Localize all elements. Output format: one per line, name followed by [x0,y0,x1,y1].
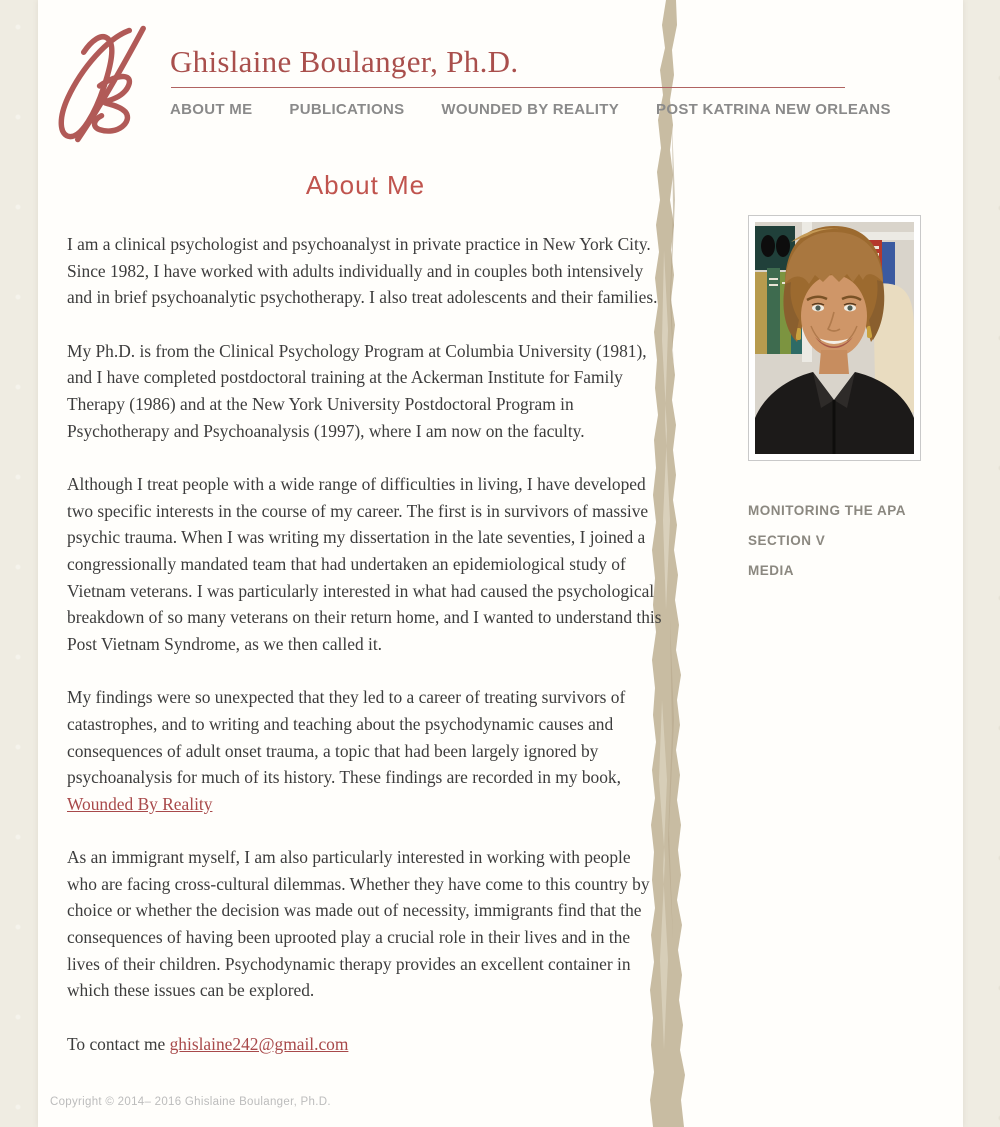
nav-item-wounded-by-reality[interactable]: WOUNDED BY REALITY [441,101,620,118]
paragraph-intro: I am a clinical psychologist and psychoanalyst in private practice in New York City. Since 1982, I have worked with adults individually and in couples both intensively and in brief psychoanalytic psychotherapy. I also treat adolescents and their families. [67,234,658,308]
nav-item-about-me[interactable]: ABOUT ME [170,101,253,118]
contact-line [67,1031,664,1058]
paragraph-immigrants: As an immigrant myself, I am also particularly interested in working with people who are facing cross-cultural dilemmas. Whether they have come to this country by choice or whether the decision was made out of necessity, immigrants find that the consequences of having been uprooted play a crucial role in their lives and in the lives of their children. Psychodynamic therapy provides an excellent container in which these issues can be explored. [67,847,650,1001]
main-nav [170,101,891,118]
section-heading: About Me [305,170,426,200]
sidebar [748,215,921,593]
nav-item-post-katrina-new-orleans[interactable]: POST KATRINA NEW ORLEANS [656,101,891,118]
sidebar-link-media[interactable]: MEDIA [748,563,794,578]
paragraph-education: My Ph.D. is from the Clinical Psychology Program at Columbia University (1981), and I have completed postdoctoral training at the Ackerman Institute for Family Therapy (1986) and at the New York University Postdoctoral Program in Psychotherapy and Psychoanalysis (1997), where I am now on the faculty. [67,340,647,441]
paragraph-findings-text: My findings were so unexpected that they led to a career of treating survivors of catastrophes, and to writing and teaching about the psychodynamic causes and consequences of adult onset trauma, a topic that had been largely ignored by psychoanalysis for much of its history. These findings are recorded in my book, [67,687,626,788]
portrait-photo [748,215,921,461]
paragraph-interests: Although I treat people with a wide range of difficulties in living, I have developed two specific interests in the course of my career. The first is in survivors of massive psychic trauma. When I was writing my dissertation in the late seventies, I joined a congressionally mandated team that had undertaken an epidemiological study of Vietnam veterans. I was particularly interested in what had caused the psychological breakdown of so many veterans on their return home, and I wanted to understand this Post Vietnam Syndrome, as we then called it. [67,474,662,654]
paragraph-findings [67,684,664,817]
about-me-article [67,170,664,1084]
sidebar-link-section-v[interactable]: SECTION V [748,533,826,548]
portrait-illustration [755,222,914,454]
contact-prefix-text: To contact me [67,1033,170,1054]
gb-monogram-logo[interactable] [44,24,168,144]
copyright-notice: Copyright © 2014– 2016 Ghislaine Boulanger, Ph.D. [50,1096,331,1108]
sidebar-nav [748,503,921,578]
title-divider-rule [171,87,845,88]
wounded-by-reality-book-link[interactable]: Wounded By Reality [67,793,213,814]
sidebar-link-monitoring-the-apa[interactable]: MONITORING THE APA [748,503,907,518]
contact-email-link[interactable]: ghislaine242@gmail.com [169,1033,349,1054]
nav-item-publications[interactable]: PUBLICATIONS [289,101,405,118]
page-title: Ghislaine Boulanger, Ph.D. [170,44,519,79]
